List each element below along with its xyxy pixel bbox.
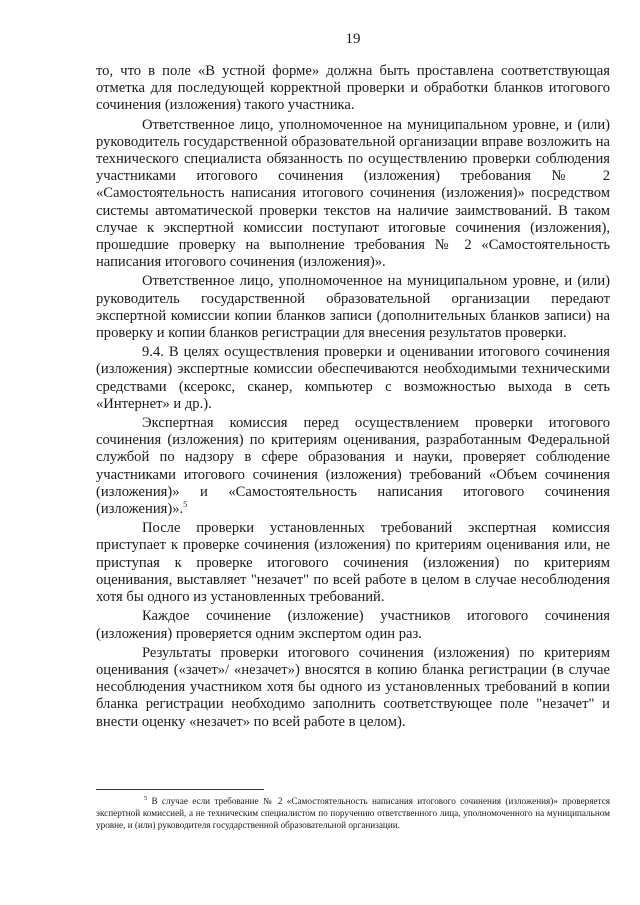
footnote-paragraph <box>96 796 610 831</box>
footnote-text: В случае если требование № 2 «Самостоятельность написания итогового сочинения (изложения)» проверяется экспертной комиссией, а не техническим специалистом по поручению ответственного лица, уполномоченного на муниципальном уровне, и (или) руководителя государственной образовательной организации. <box>96 796 610 830</box>
footnote-reference[interactable]: 5 <box>183 499 188 510</box>
paragraph: 9.4. В целях осуществления проверки и оценивании итогового сочинения (изложения) экспертные комиссии обеспечиваются необходимыми техническими средствами (ксерокс, сканер, компьютер с возможностью выхода в сеть «Интернет» и др.). <box>96 344 610 412</box>
footnote-marker: 5 <box>144 794 148 802</box>
page-number: 19 <box>345 31 361 47</box>
footnote <box>96 796 610 831</box>
footnote-divider <box>96 789 264 790</box>
paragraph: Результаты проверки итогового сочинения (изложения) по критериям оценивания («зачет»/ «незачет») вносятся в копию бланка регистрации (в случае несоблюдения участником хотя бы одного из установленных требований в копии бланка регистрации необходимо заполнить соответствующее поле "незачет" и внести оценку «незачет» по всей работе в целом). <box>96 644 610 730</box>
document-body <box>96 63 610 733</box>
paragraph: то, что в поле «В устной форме» должна быть проставлена соответствующая отметка для последующей корректной проверки и обработки бланков итогового сочинения (изложения) такого участника. <box>96 63 610 114</box>
paragraph: Ответственное лицо, уполномоченное на муниципальном уровне, и (или) руководитель государственной образовательной организации вправе возложить на технического специалиста обязанность по осуществлению проверки соблюдения участниками итогового сочинения (изложения) требования № 2 «Самостоятельность написания итогового сочинения (изложения)» посредством системы автоматической проверки текстов на наличие заимствований. В таком случае к экспертной комиссии поступают итоговые сочинения (изложения), прошедшие проверку на выполнение требования № 2 «Самостоятельность написания итогового сочинения (изложения)». <box>96 116 610 271</box>
paragraph-with-footnote <box>96 415 610 518</box>
paragraph-text: Экспертная комиссия перед осуществлением проверки итогового сочинения (изложения) по критериям оценивания, разработанным Федеральной службой по надзору в сфере образования и науки, проверяет соблюдение участниками итогового сочинения (изложения) требований «Объем сочинения (изложения)» и «Самостоятельность написания итогового сочинения (изложения)». <box>96 415 610 518</box>
paragraph: Ответственное лицо, уполномоченное на муниципальном уровне, и (или) руководитель государственной образовательной организации передают экспертной комиссии копии бланков записи (дополнительных бланков записи) на проверку и копии бланков регистрации для внесения результатов проверки. <box>96 273 610 342</box>
paragraph: После проверки установленных требований экспертная комиссия приступает к проверке сочинения (изложения) по критериям оценивания или, не приступая к проверке итогового сочинения (изложения) по критериям оценивания, выставляет "незачет" по всей работе в целом в случае несоблюдения хотя бы одного из установленных требований. <box>96 520 610 606</box>
paragraph: Каждое сочинение (изложение) участников итогового сочинения (изложения) проверяется одним экспертом один раз. <box>96 608 610 642</box>
